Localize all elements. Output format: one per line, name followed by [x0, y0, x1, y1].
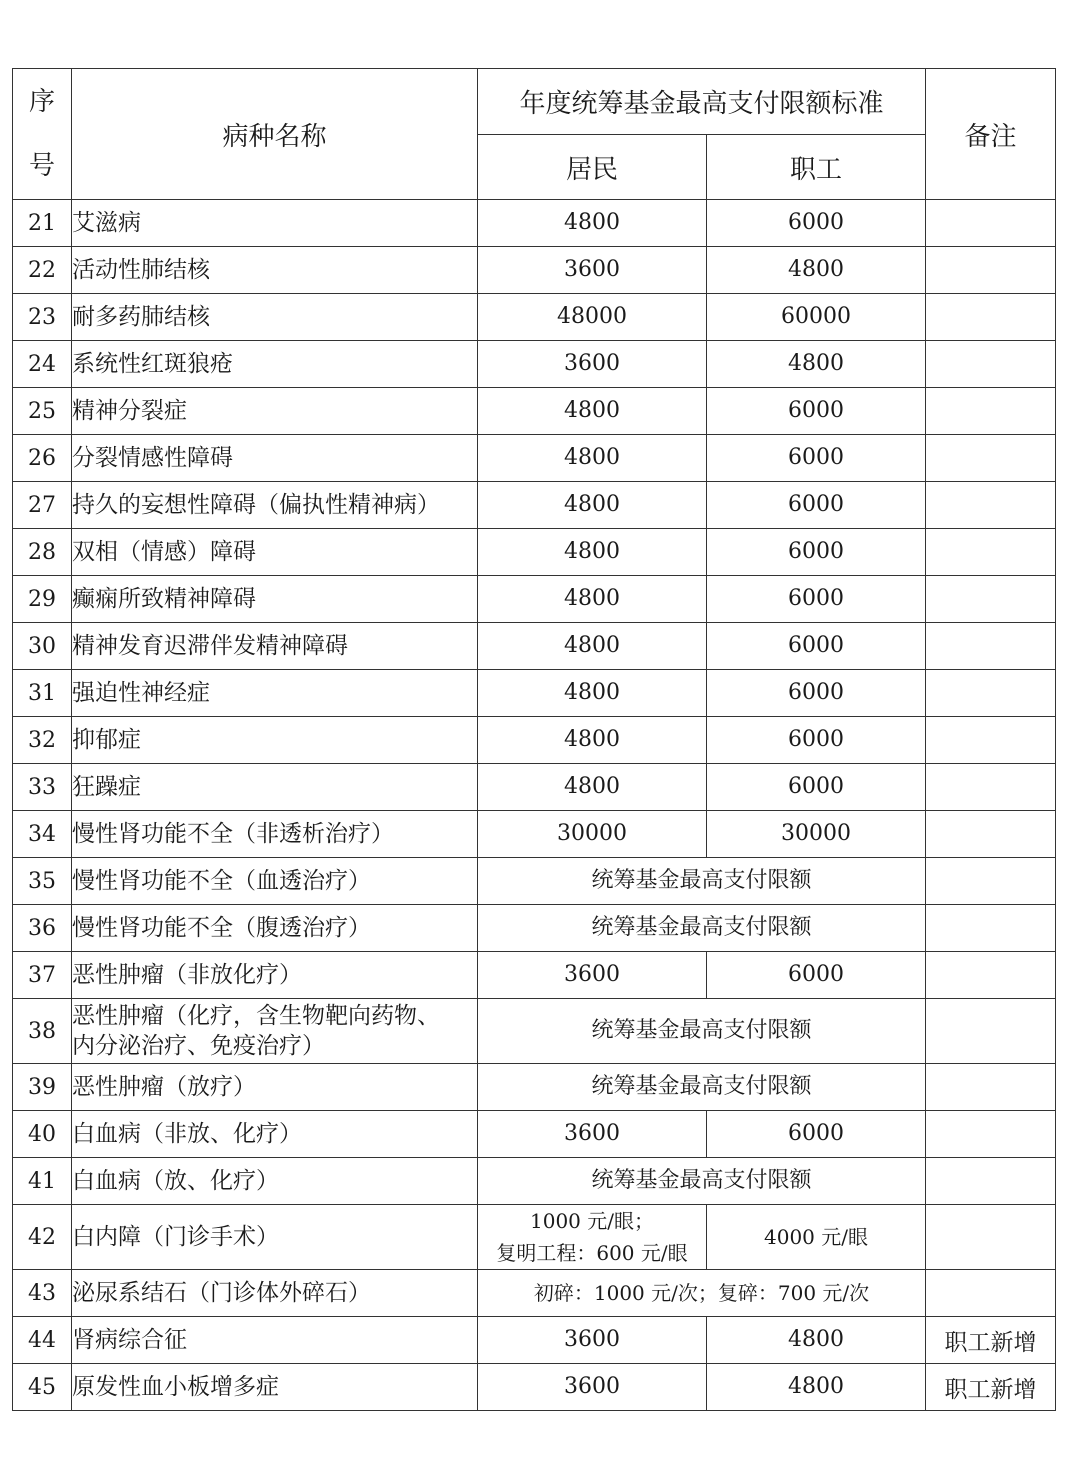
- table-row: [13, 764, 1056, 811]
- disease-payment-table: [12, 68, 1056, 1411]
- row-name: 肾病综合征: [72, 1317, 478, 1364]
- row-resident: 4800: [478, 388, 707, 435]
- row-seq: 30: [13, 623, 72, 670]
- table-row: [13, 1111, 1056, 1158]
- row-employee: 30000: [707, 811, 926, 858]
- row-seq: 23: [13, 294, 72, 341]
- row-name: 慢性肾功能不全（非透析治疗）: [72, 811, 478, 858]
- row-resident: 4800: [478, 435, 707, 482]
- row-seq: 25: [13, 388, 72, 435]
- table-row: [13, 717, 1056, 764]
- row-seq: 26: [13, 435, 72, 482]
- row-note: [926, 811, 1056, 858]
- row-employee: 60000: [707, 294, 926, 341]
- table-row: [13, 294, 1056, 341]
- row-name: 分裂情感性障碍: [72, 435, 478, 482]
- row-name: 恶性肿瘤（放疗）: [72, 1064, 478, 1111]
- employee-header: 职工: [707, 135, 926, 200]
- row-name: 泌尿系结石（门诊体外碎石）: [72, 1270, 478, 1317]
- row-note: [926, 388, 1056, 435]
- row-note: [926, 717, 1056, 764]
- row-merged-standard: 初碎：1000 元/次；复碎：700 元/次: [478, 1270, 926, 1317]
- row-employee: 6000: [707, 1111, 926, 1158]
- row-employee: 4800: [707, 247, 926, 294]
- row-seq: 45: [13, 1364, 72, 1411]
- row-resident: 4800: [478, 482, 707, 529]
- row-seq: 21: [13, 200, 72, 247]
- row-name: 系统性红斑狼疮: [72, 341, 478, 388]
- row-resident: 48000: [478, 294, 707, 341]
- table-row: [13, 1270, 1056, 1317]
- row-seq: 27: [13, 482, 72, 529]
- table-row: [13, 341, 1056, 388]
- row-employee: 6000: [707, 717, 926, 764]
- row-name: 恶性肿瘤（非放化疗）: [72, 952, 478, 999]
- row-note: [926, 1064, 1056, 1111]
- row-note: [926, 1205, 1056, 1270]
- row-merged-standard: 统筹基金最高支付限额: [478, 858, 926, 905]
- row-name-line-1: 恶性肿瘤（化疗，含生物靶向药物、: [72, 1003, 440, 1029]
- row-resident: 3600: [478, 1364, 707, 1411]
- row-seq: 24: [13, 341, 72, 388]
- table-row: [13, 999, 1056, 1064]
- row-employee: 6000: [707, 388, 926, 435]
- table-row: [13, 200, 1056, 247]
- row-employee: 4000 元/眼: [707, 1205, 926, 1270]
- row-note: [926, 623, 1056, 670]
- table-row: [13, 670, 1056, 717]
- table-row: [13, 1364, 1056, 1411]
- row-name: [72, 999, 478, 1064]
- row-name-line-2: 内分泌治疗、免疫治疗）: [72, 1033, 325, 1059]
- row-seq: 32: [13, 717, 72, 764]
- row-name: 精神分裂症: [72, 388, 478, 435]
- row-resident: 4800: [478, 576, 707, 623]
- row-resident: 4800: [478, 717, 707, 764]
- table-row: [13, 952, 1056, 999]
- row-merged-standard: 统筹基金最高支付限额: [478, 1158, 926, 1205]
- row-seq: 28: [13, 529, 72, 576]
- row-seq: 37: [13, 952, 72, 999]
- row-name: 耐多药肺结核: [72, 294, 478, 341]
- row-seq: 33: [13, 764, 72, 811]
- row-name: 白内障（门诊手术）: [72, 1205, 478, 1270]
- table-row: [13, 905, 1056, 952]
- row-employee: 6000: [707, 623, 926, 670]
- table-row: [13, 388, 1056, 435]
- row-note: [926, 576, 1056, 623]
- row-employee: 6000: [707, 952, 926, 999]
- row-name: 抑郁症: [72, 717, 478, 764]
- row-seq: 39: [13, 1064, 72, 1111]
- row-seq: 44: [13, 1317, 72, 1364]
- row-resident: 4800: [478, 529, 707, 576]
- table-row: [13, 623, 1056, 670]
- row-note: [926, 247, 1056, 294]
- row-name: 白血病（放、化疗）: [72, 1158, 478, 1205]
- row-seq: 38: [13, 999, 72, 1064]
- row-resident: 4800: [478, 200, 707, 247]
- row-name: 强迫性神经症: [72, 670, 478, 717]
- row-note: [926, 952, 1056, 999]
- row-merged-standard: 统筹基金最高支付限额: [478, 999, 926, 1064]
- row-seq: 43: [13, 1270, 72, 1317]
- row-name: 艾滋病: [72, 200, 478, 247]
- row-employee: 4800: [707, 341, 926, 388]
- row-employee: 6000: [707, 576, 926, 623]
- row-name: 癫痫所致精神障碍: [72, 576, 478, 623]
- row-resident: 3600: [478, 1317, 707, 1364]
- row-employee: 6000: [707, 764, 926, 811]
- row-note: [926, 341, 1056, 388]
- table-row: [13, 858, 1056, 905]
- row-employee: 6000: [707, 200, 926, 247]
- row-seq: 42: [13, 1205, 72, 1270]
- table-row: [13, 529, 1056, 576]
- row-merged-standard: 统筹基金最高支付限额: [478, 905, 926, 952]
- table-row: [13, 435, 1056, 482]
- row-note: [926, 435, 1056, 482]
- table-row: [13, 247, 1056, 294]
- table-row: [13, 482, 1056, 529]
- row-note: [926, 858, 1056, 905]
- row-note: [926, 1270, 1056, 1317]
- row-note: [926, 1111, 1056, 1158]
- row-name: 精神发育迟滞伴发精神障碍: [72, 623, 478, 670]
- table-row: [13, 1205, 1056, 1270]
- row-resident: 30000: [478, 811, 707, 858]
- row-seq: 40: [13, 1111, 72, 1158]
- row-note: [926, 670, 1056, 717]
- row-employee: 6000: [707, 435, 926, 482]
- row-note: [926, 905, 1056, 952]
- row-employee: 4800: [707, 1317, 926, 1364]
- row-note: [926, 1158, 1056, 1205]
- row-employee: 6000: [707, 529, 926, 576]
- table-row: [13, 811, 1056, 858]
- row-seq: 35: [13, 858, 72, 905]
- table-row: [13, 1158, 1056, 1205]
- name-header: 病种名称: [72, 69, 478, 200]
- row-note: [926, 529, 1056, 576]
- resident-header: 居民: [478, 135, 707, 200]
- row-name: 慢性肾功能不全（腹透治疗）: [72, 905, 478, 952]
- row-merged-standard: 统筹基金最高支付限额: [478, 1064, 926, 1111]
- row-employee: 4800: [707, 1364, 926, 1411]
- row-note: 职工新增: [926, 1317, 1056, 1364]
- row-resident: 4800: [478, 670, 707, 717]
- row-name: 持久的妄想性障碍（偏执性精神病）: [72, 482, 478, 529]
- seq-header-char-1: 序: [28, 87, 55, 117]
- row-note: [926, 200, 1056, 247]
- row-name: 双相（情感）障碍: [72, 529, 478, 576]
- header-row-1: [13, 69, 1056, 135]
- row-note: [926, 764, 1056, 811]
- row-resident-line-1: 1000 元/眼；: [530, 1209, 654, 1233]
- row-name: 活动性肺结核: [72, 247, 478, 294]
- row-seq: 31: [13, 670, 72, 717]
- row-seq: 29: [13, 576, 72, 623]
- row-resident: [478, 1205, 707, 1270]
- row-resident: 3600: [478, 247, 707, 294]
- row-note: [926, 999, 1056, 1064]
- row-seq: 22: [13, 247, 72, 294]
- seq-header-char-2: 号: [28, 151, 55, 181]
- note-header: 备注: [926, 69, 1056, 200]
- row-resident: 3600: [478, 341, 707, 388]
- row-resident-line-2: 复明工程：600 元/眼: [496, 1241, 688, 1265]
- row-seq: 41: [13, 1158, 72, 1205]
- seq-header: [13, 69, 72, 200]
- row-seq: 36: [13, 905, 72, 952]
- row-name: 慢性肾功能不全（血透治疗）: [72, 858, 478, 905]
- row-resident: 4800: [478, 764, 707, 811]
- row-resident: 4800: [478, 623, 707, 670]
- row-note: [926, 482, 1056, 529]
- row-employee: 6000: [707, 482, 926, 529]
- table-row: [13, 1064, 1056, 1111]
- row-resident: 3600: [478, 1111, 707, 1158]
- row-note: 职工新增: [926, 1364, 1056, 1411]
- row-name: 原发性血小板增多症: [72, 1364, 478, 1411]
- row-note: [926, 294, 1056, 341]
- standard-header: 年度统筹基金最高支付限额标准: [478, 69, 926, 135]
- table-row: [13, 1317, 1056, 1364]
- row-name: 白血病（非放、化疗）: [72, 1111, 478, 1158]
- row-resident: 3600: [478, 952, 707, 999]
- table-row: [13, 576, 1056, 623]
- row-name: 狂躁症: [72, 764, 478, 811]
- row-employee: 6000: [707, 670, 926, 717]
- row-seq: 34: [13, 811, 72, 858]
